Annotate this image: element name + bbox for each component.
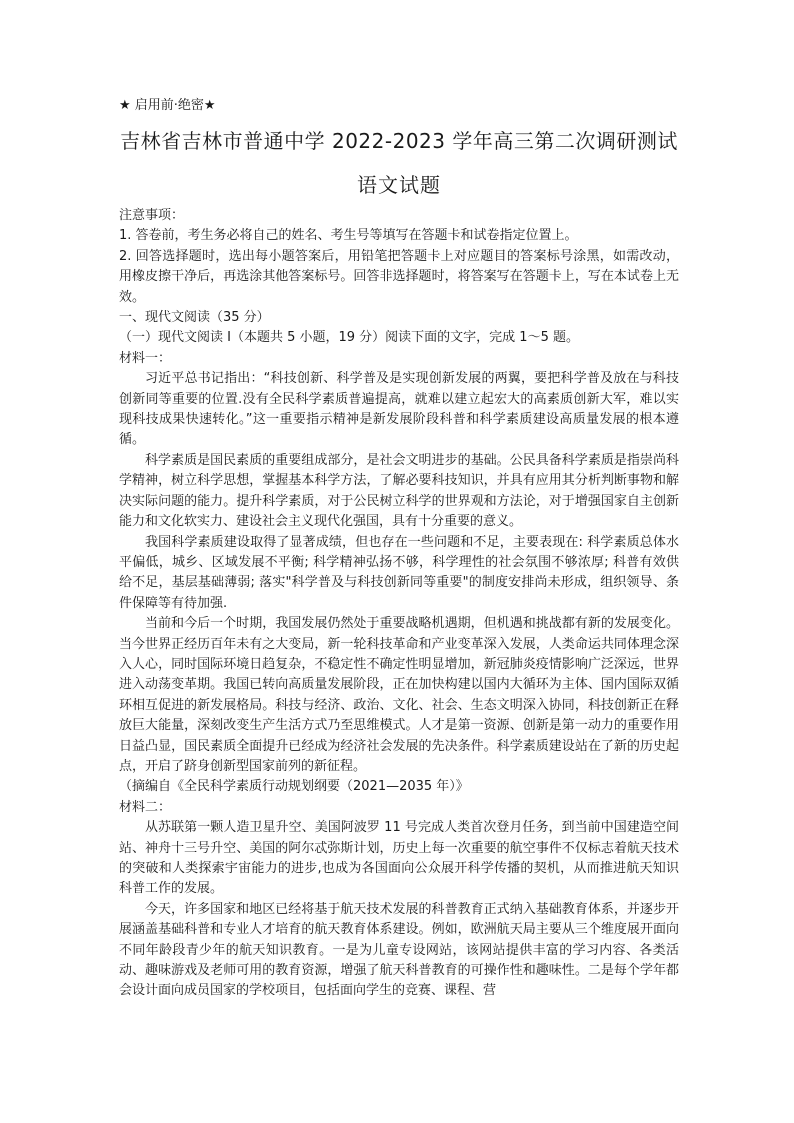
- material-1-paragraph-2: 科学素质是国民素质的重要组成部分，是社会文明进步的基础。公民具备科学素质是指崇尚科学精神，树立科学思想，掌握基本科学方法，了解必要科技知识，并具有应用其分析判断事物和解决实际问题的能力。提升科学素质，对于公民树立科学的世界观和方法论，对于增强国家自主创新能力和文化软实力、建设社会主义现代化强国，具有十分重要的意义。: [119, 452, 679, 530]
- material-1-paragraph-3: 我国科学素质建设取得了显著成绩，但也存在一些问题和不足，主要表现在: 科学素质总体水平偏低，城乡、区域发展不平衡; 科学精神弘扬不够，科学理性的社会氛围不够浓厚; 科普有效供给不足，基层基础薄弱; 落实"科学普及与科技创新同等重要"的制度安排尚未形成，组织领导、条件保障等有待加强.: [119, 534, 679, 611]
- section-heading: 一、现代文阅读（35 分）: [119, 310, 270, 326]
- material-1-label: 材料一：: [119, 350, 172, 366]
- exam-subtitle: 语文试题: [357, 173, 441, 197]
- secret-mark: ★ 启用前·绝密★: [119, 98, 216, 113]
- section-sub-heading: （一）现代文阅读 I（本题共 5 小题，19 分）阅读下面的文字，完成 1～5 题。: [119, 330, 579, 346]
- material-1-paragraph-4: 当前和今后一个时期，我国发展仍然处于重要战略机遇期，但机遇和挑战都有新的发展变化。当今世界正经历百年未有之大变局，新一轮科技革命和产业变革深入发展，人类命运共同体理念深入人心，同时国际环境日趋复杂，不稳定性不确定性明显增加，新冠肺炎疫情影响广泛深远，世界进入动荡变革期。我国已转向高质量发展阶段，正在加快构建以国内大循环为主体、国内国际双循环相互促进的新发展格局。科技与经济、政治、文化、社会、生态文明深入协同，科技创新正在释放巨大能量，深刻改变生产生活方式乃至思维模式。人才是第一资源、创新是第一动力的重要作用日益凸显，国民素质全面提升已经成为经济社会发展的先决条件。科学素质建设站在了新的历史起点，开启了跻身创新型国家前列的新征程。: [119, 616, 679, 774]
- notes-item-1: 1. 答卷前，考生务必将自己的姓名、考生号等填写在答题卡和试卷指定位置上。: [119, 228, 578, 244]
- material-1-source: （摘编自《全民科学素质行动规划纲要（2021—2035 年）》: [119, 779, 469, 795]
- material-2-paragraph-2: 今天，许多国家和地区已经将基于航天技术发展的科普教育正式纳入基础教育体系，并逐步开展涵盖基础科普和专业人才培育的航天教育体系建设。例如，欧洲航天局主要从三个维度展开面向不同年龄段青少年的航天知识教育。一是为儿童专设网站，该网站提供丰富的学习内容、各类活动、趣味游戏及老师可用的教育资源，增强了航天科普教育的可操作性和趣味性。二是每个学年都会设计面向成员国家的学校项目，包括面向学生的竞赛、课程、营: [119, 901, 679, 999]
- page-content: [119, 96, 679, 1002]
- exam-title: 吉林省吉林市普通中学 2022-2023 学年高三第二次调研测试: [120, 129, 678, 153]
- notes-heading: 注意事项：: [119, 208, 185, 223]
- material-2-label: 材料二：: [119, 799, 172, 815]
- notes-item-2: 2. 回答选择题时，选出每小题答案后，用铅笔把答题卡上对应题目的答案标号涂黑，如需改动，用橡皮擦干净后，再选涂其他答案标号。回答非选择题时，将答案写在答题卡上，写在本试卷上无效。: [119, 248, 679, 305]
- material-2-paragraph-1: 从苏联第一颗人造卫星升空、美国阿波罗 11 号完成人类首次登月任务，到当前中国建造空间站、神舟十三号升空、美国的阿尔忒弥斯计划，历史上每一次重要的航空事件不仅标志着航天技术的突破和人类探索宇宙能力的进步,也成为各国面向公众展开科学传播的契机，从而推进航天知识科普工作的发展。: [119, 820, 679, 897]
- material-1-paragraph-1: 习近平总书记指出：“科技创新、科学普及是实现创新发展的两翼，要把科学普及放在与科技创新同等重要的位置.没有全民科学素质普遍提高，就难以建立起宏大的高素质创新大军，难以实现科技成果快速转化。”这一重要指示精神是新发展阶段科普和科学素质建设高质量发展的根本遵循。: [119, 371, 679, 448]
